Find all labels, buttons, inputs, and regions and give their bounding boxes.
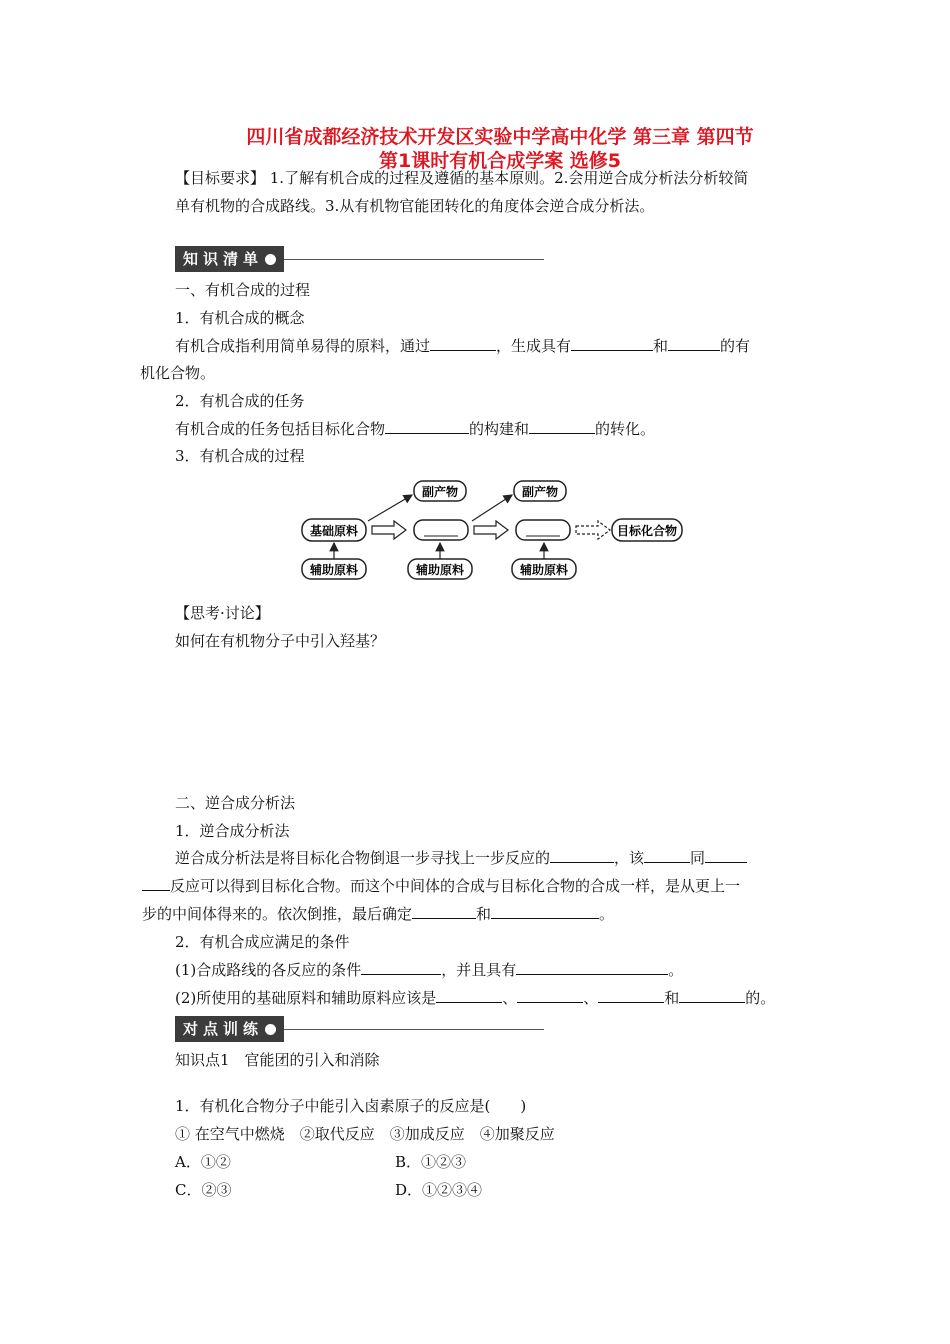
node-aux-label: 辅助原料 (309, 563, 359, 577)
node-base-material (302, 519, 366, 541)
question-1: 1．有机化合物分子中能引入卤素原子的反应是( ) (175, 1097, 527, 1115)
fill-blank (412, 904, 476, 919)
text: 。 (599, 905, 615, 923)
banner-practice-label: 对点训练 (183, 1020, 264, 1038)
question-1-items: ① 在空气中燃烧 ②取代反应 ③加成反应 ④加聚反应 (175, 1125, 555, 1143)
text: (1)合成路线的各反应的条件 (175, 961, 362, 979)
node-byproduct-1 (414, 481, 466, 501)
sec2-para1 (175, 848, 815, 868)
sec2-para2 (142, 876, 782, 896)
doc-title-line2: 第1课时有机合成学案 选修5 (378, 150, 622, 172)
node-target-label: 目标化合物 (616, 524, 678, 538)
sec1-sub3: 3．有机合成的过程 (175, 447, 305, 465)
objectives-line1: 【目标要求】 1.了解有机合成的过程及遵循的基本原则。2.会用逆合成分析法分析较简 (175, 169, 749, 187)
fill-blank (491, 904, 599, 919)
fill-blank (598, 988, 664, 1003)
dashed-arrow-icon (576, 521, 610, 539)
sec2-cond2 (175, 988, 815, 1008)
text: 同 (690, 849, 706, 867)
text: 逆合成分析法是将目标化合物倒退一步寻找上一步反应的 (175, 849, 551, 867)
option-c: C．②③ (175, 1181, 232, 1199)
node-aux-label: 辅助原料 (519, 563, 569, 577)
text: 。 (668, 961, 684, 979)
hollow-arrow-icon (372, 521, 406, 539)
bullet-dot-icon (265, 1024, 276, 1035)
text: 和 (653, 337, 669, 355)
text: ，并且具有 (441, 961, 517, 979)
fill-blank (550, 848, 614, 863)
option-a: A．①② (175, 1153, 231, 1171)
sec2-sub2: 2．有机合成应满足的条件 (175, 933, 350, 951)
text: 的有 (720, 337, 751, 355)
text: 、 (583, 989, 599, 1007)
text: ，该 (614, 849, 645, 867)
banner-knowledge-label: 知识清单 (183, 250, 264, 268)
discussion-heading: 【思考·讨论】 (175, 604, 270, 622)
divider (284, 259, 544, 260)
text: 和 (664, 989, 680, 1007)
sec1-sub2: 2．有机合成的任务 (175, 392, 305, 410)
text: 的转化。 (595, 420, 656, 438)
node-target-compound (612, 519, 682, 541)
fill-blank (644, 848, 690, 863)
node-aux-material-3 (512, 559, 576, 579)
fill-blank (705, 848, 747, 863)
objectives-line2: 单有机物的合成路线。3.从有机物官能团转化的角度体会逆合成分析法。 (175, 197, 655, 215)
divider (284, 1029, 544, 1030)
knowledge-point: 知识点1 官能团的引入和消除 (175, 1051, 380, 1069)
banner-practice (175, 1016, 544, 1042)
fill-blank (529, 419, 595, 434)
option-d: D．①②③④ (395, 1181, 483, 1199)
sec1-para1-cont: 机化合物。 (140, 364, 216, 382)
fill-blank (679, 988, 745, 1003)
doc-title-line1: 四川省成都经济技术开发区实验中学高中化学 第三章 第四节 (246, 126, 754, 148)
arrow (368, 495, 412, 521)
text: 反应可以得到目标化合物。而这个中间体的合成与目标化合物的合成一样，是从更上一 (170, 877, 741, 895)
node-aux-material-1 (302, 559, 366, 579)
text: 和 (476, 905, 492, 923)
text: (2)所使用的基础原料和辅助原料应该是 (175, 989, 437, 1007)
text: 有机合成的任务包括目标化合物 (175, 420, 386, 438)
sec1-para2 (175, 419, 815, 439)
node-intermediate-2 (516, 520, 570, 540)
arrow (472, 495, 512, 521)
fill-blank (516, 960, 668, 975)
sec2-sub1: 1．逆合成分析法 (175, 822, 290, 840)
synthesis-process-diagram (290, 475, 690, 585)
fill-blank (517, 988, 583, 1003)
fill-blank (668, 336, 720, 351)
text: 、 (502, 989, 518, 1007)
sec1-para1 (175, 336, 815, 356)
discussion-question: 如何在有机物分子中引入羟基？ (175, 632, 386, 650)
fill-blank (361, 960, 441, 975)
banner-knowledge (175, 246, 544, 272)
fill-blank (142, 876, 170, 891)
text: 步的中间体得来的。依次倒推，最后确定 (142, 905, 413, 923)
fill-blank (571, 336, 653, 351)
node-intermediate-1 (414, 520, 468, 540)
text: 有机合成指利用简单易得的原料，通过 (175, 337, 431, 355)
fill-blank (430, 336, 496, 351)
sec2-para3 (142, 904, 782, 924)
sec1-sub1: 1．有机合成的概念 (175, 309, 305, 327)
node-aux-label: 辅助原料 (415, 563, 465, 577)
sec2-cond1 (175, 960, 815, 980)
sec2-heading: 二、逆合成分析法 (175, 794, 296, 812)
node-base-label: 基础原料 (309, 524, 359, 538)
text: 的构建和 (469, 420, 530, 438)
node-byproduct-2 (514, 481, 566, 501)
node-aux-material-2 (408, 559, 472, 579)
node-byproduct-label: 副产物 (421, 485, 459, 499)
option-b: B．①②③ (395, 1153, 467, 1171)
sec1-heading: 一、有机合成的过程 (175, 281, 311, 299)
node-byproduct-label: 副产物 (521, 485, 559, 499)
text: 的。 (745, 989, 776, 1007)
fill-blank (436, 988, 502, 1003)
hollow-arrow-icon (474, 521, 508, 539)
text: ，生成具有 (496, 337, 572, 355)
bullet-dot-icon (265, 254, 276, 265)
fill-blank (385, 419, 469, 434)
